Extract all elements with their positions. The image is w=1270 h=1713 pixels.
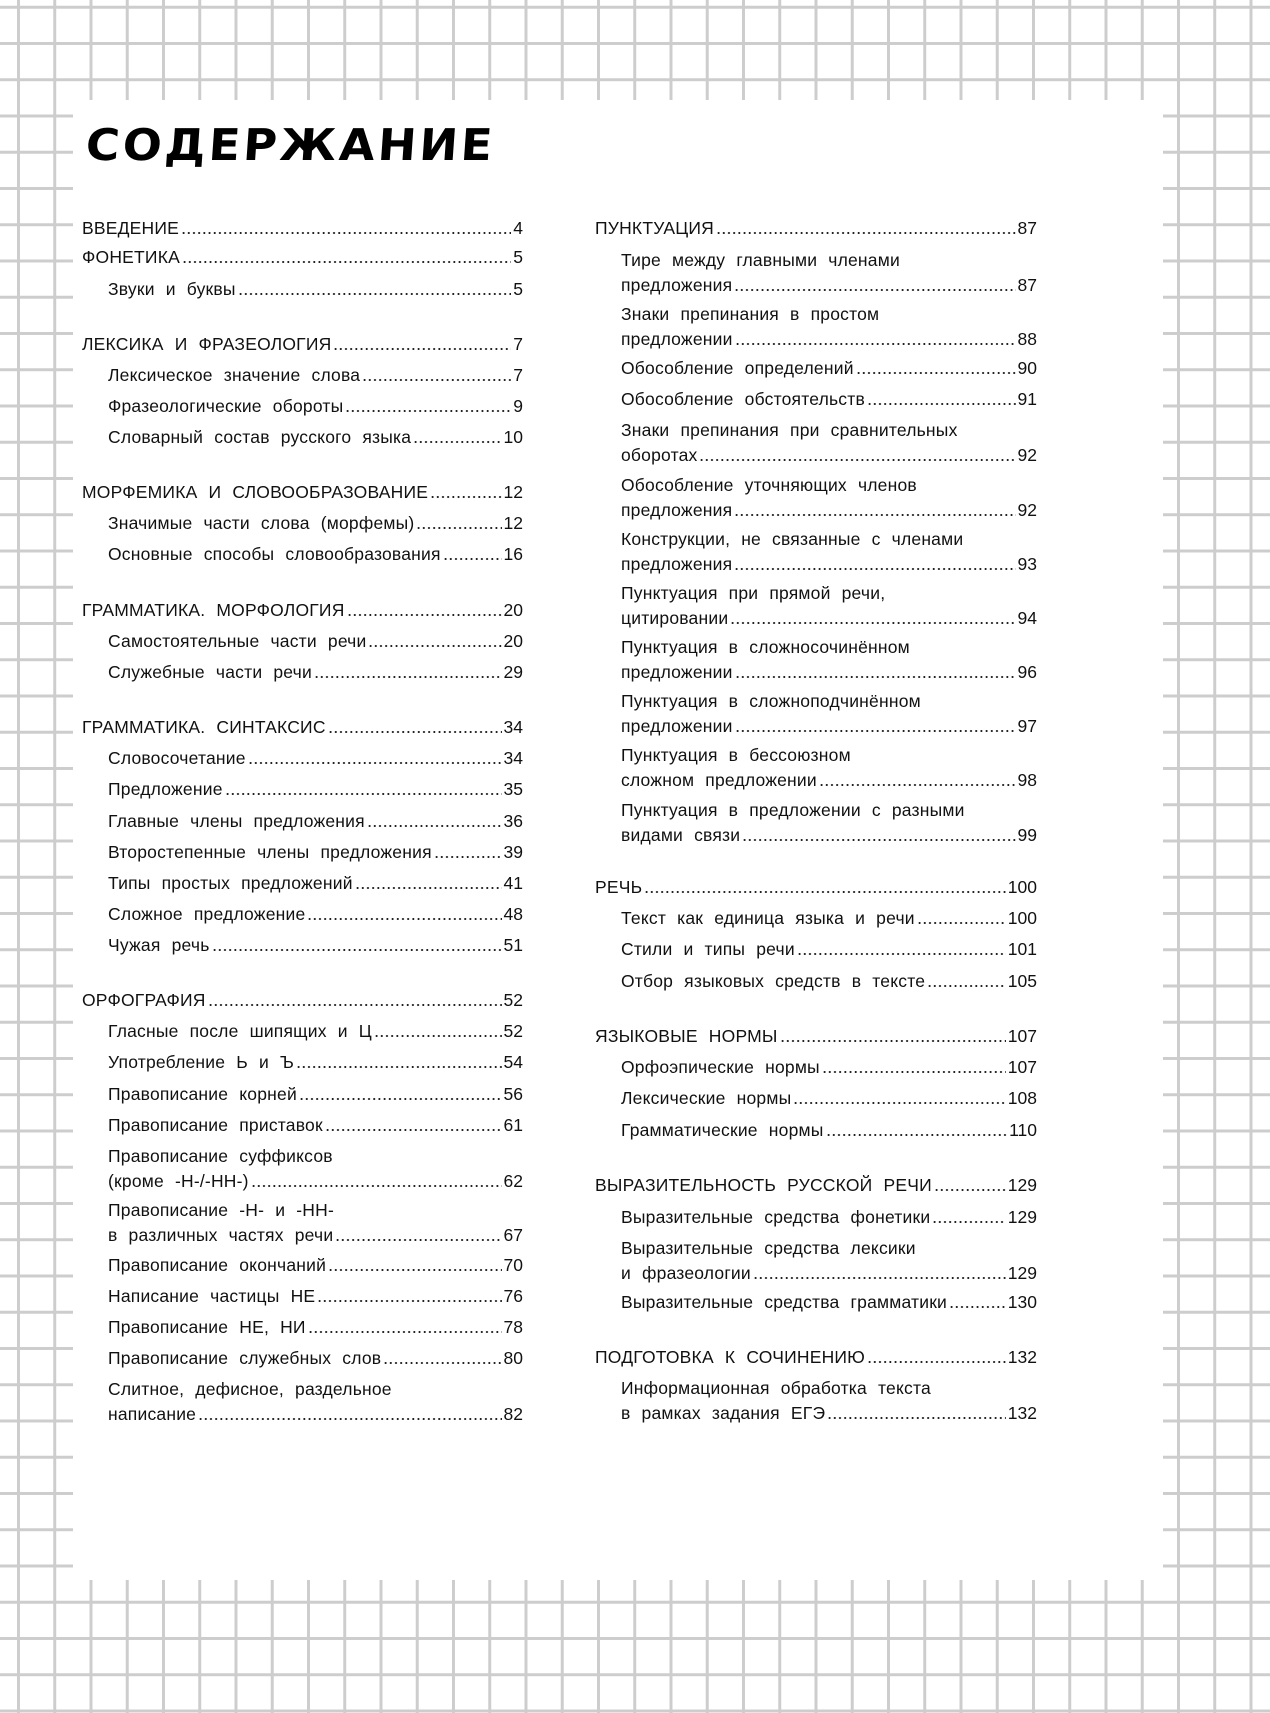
toc-label: ОРФОГРАФИЯ (82, 990, 206, 1010)
leader-dots (383, 1361, 501, 1365)
toc-item[interactable] (108, 1019, 523, 1044)
toc-item[interactable] (108, 1315, 523, 1340)
toc-page-number: 110 (1009, 1120, 1037, 1140)
leader-dots (932, 1220, 1005, 1224)
toc-item[interactable] (108, 777, 523, 802)
toc-item[interactable] (621, 387, 1037, 412)
toc-page-number: 98 (1017, 770, 1037, 790)
toc-label-line1: Выразительные средства лексики (621, 1238, 916, 1258)
toc-page-number: 9 (513, 396, 523, 416)
toc-page-number: 87 (1017, 218, 1037, 238)
toc-page-number: 129 (1007, 1207, 1037, 1227)
toc-label-line1: Правописание -Н- и -НН- (108, 1200, 334, 1220)
toc-item[interactable] (108, 746, 523, 771)
toc-page-number: 90 (1017, 358, 1037, 378)
leader-dots (416, 526, 501, 530)
toc-page-number: 61 (503, 1115, 523, 1135)
toc-label: в различных частях речи (108, 1225, 334, 1245)
toc-item[interactable] (108, 363, 523, 388)
toc-page-number: 129 (1007, 1175, 1037, 1195)
toc-page-number: 12 (503, 513, 523, 533)
toc-item-multiline[interactable] (621, 302, 1037, 352)
leader-dots (248, 761, 502, 765)
toc-label-line1: Информационная обработка текста (621, 1378, 931, 1398)
leader-dots (367, 824, 502, 828)
toc-page-number: 94 (1017, 608, 1037, 628)
toc-label: Правописание корней (108, 1084, 297, 1104)
leader-dots (181, 231, 511, 235)
toc-page-number: 39 (503, 842, 523, 862)
toc-item[interactable] (621, 906, 1037, 931)
toc-section-syntax[interactable] (82, 715, 523, 740)
toc-label: ГРАММАТИКА. МОРФОЛОГИЯ (82, 600, 345, 620)
leader-dots (296, 1065, 501, 1069)
toc-item[interactable] (108, 1284, 523, 1309)
leader-dots (644, 890, 1006, 894)
leader-dots (819, 783, 1016, 787)
toc-item-multiline[interactable] (108, 1198, 523, 1248)
toc-item-multiline[interactable] (108, 1144, 523, 1194)
toc-label: Употребление Ь и Ъ (108, 1052, 295, 1072)
toc-label-line1: Пунктуация в бессоюзном (621, 745, 851, 765)
toc-label-line1: Пунктуация в сложноподчинённом (621, 691, 921, 711)
leader-dots (734, 567, 1015, 571)
toc-label: ФОНЕТИКА (82, 247, 180, 267)
leader-dots (826, 1133, 1008, 1137)
leader-dots (345, 409, 511, 413)
toc-page-number: 96 (1017, 662, 1037, 682)
toc-page-number: 76 (503, 1286, 523, 1306)
leader-dots (699, 458, 1015, 462)
toc-label: Фразеологические обороты (108, 396, 344, 416)
toc-page-number: 7 (513, 334, 523, 354)
toc-item[interactable] (108, 425, 523, 450)
leader-dots (434, 855, 502, 859)
toc-label: Обособление определений (621, 358, 854, 378)
toc-item[interactable] (108, 1050, 523, 1075)
toc-item[interactable] (108, 1253, 523, 1278)
toc-item-multiline[interactable] (621, 581, 1037, 631)
leader-dots (430, 495, 501, 499)
toc-page-number: 93 (1017, 554, 1037, 574)
toc-label: цитировании (621, 608, 729, 628)
toc-page-number: 5 (513, 279, 523, 299)
toc-label: ПОДГОТОВКА К СОЧИНЕНИЮ (595, 1347, 866, 1367)
toc-page-number: 51 (503, 935, 523, 955)
leader-dots (347, 613, 502, 617)
toc-page-number: 48 (503, 904, 523, 924)
toc-label: Главные члены предложения (108, 811, 365, 831)
toc-label: Чужая речь (108, 935, 210, 955)
toc-label: написание (108, 1404, 197, 1424)
toc-page-number: 78 (503, 1317, 523, 1337)
toc-item-multiline[interactable] (621, 1376, 1037, 1426)
leader-dots (934, 1188, 1006, 1192)
toc-item[interactable] (621, 969, 1037, 994)
toc-label: Второстепенные члены предложения (108, 842, 432, 862)
toc-item[interactable] (108, 1113, 523, 1138)
toc-item-multiline[interactable] (621, 635, 1037, 685)
toc-item-multiline[interactable] (621, 473, 1037, 523)
toc-page-number: 29 (503, 662, 523, 682)
toc-item[interactable] (621, 1086, 1037, 1111)
toc-label: сложном предложении (621, 770, 817, 790)
toc-page-number: 36 (503, 811, 523, 831)
toc-label: и фразеологии (621, 1263, 751, 1283)
toc-item[interactable] (108, 840, 523, 865)
toc-item[interactable] (621, 1118, 1037, 1143)
toc-page-number: 34 (503, 748, 523, 768)
toc-item-multiline[interactable] (621, 743, 1037, 793)
toc-label-line1: Знаки препинания при сравнительных (621, 420, 958, 440)
toc-page-number: 88 (1017, 329, 1037, 349)
toc-page-number: 92 (1017, 500, 1037, 520)
toc-label: предложения (621, 500, 733, 520)
toc-item[interactable] (108, 1082, 523, 1107)
toc-item[interactable] (108, 629, 523, 654)
toc-item[interactable] (108, 933, 523, 958)
leader-dots (867, 1360, 1006, 1364)
toc-item-multiline[interactable] (621, 418, 1037, 468)
toc-label: Обособление обстоятельств (621, 389, 865, 409)
toc-page-number: 107 (1007, 1026, 1037, 1046)
leader-dots (333, 347, 511, 351)
toc-label: Выразительные средства фонетики (621, 1207, 931, 1227)
toc-item[interactable] (108, 660, 523, 685)
toc-page-number: 132 (1007, 1403, 1037, 1423)
leader-dots (753, 1276, 1006, 1280)
toc-label: Правописание НЕ, НИ (108, 1317, 306, 1337)
toc-label: РЕЧЬ (595, 877, 643, 897)
toc-page-number: 10 (503, 427, 523, 447)
toc-label-line1: Пунктуация при прямой речи, (621, 583, 886, 603)
toc-page-number: 41 (503, 873, 523, 893)
toc-label: Служебные части речи (108, 662, 312, 682)
toc-label-line1: Правописание суффиксов (108, 1146, 333, 1166)
toc-page-number: 70 (503, 1255, 523, 1275)
toc-section-introduction[interactable] (82, 216, 523, 241)
toc-page-number: 4 (513, 218, 523, 238)
toc-section-speech[interactable] (595, 875, 1037, 900)
toc-page-number: 20 (503, 600, 523, 620)
toc-label: ВВЕДЕНИЕ (82, 218, 180, 238)
toc-page-number: 16 (503, 544, 523, 564)
leader-dots (317, 1299, 501, 1303)
toc-label-line1: Конструкции, не связанные с членами (621, 529, 964, 549)
toc-section-orthography[interactable] (82, 988, 523, 1013)
leader-dots (308, 1330, 502, 1334)
toc-item[interactable] (621, 1055, 1037, 1080)
toc-label: Значимые части слова (морфемы) (108, 513, 415, 533)
toc-page-number: 7 (513, 365, 523, 385)
toc-page-number: 5 (513, 247, 523, 267)
toc-label: (кроме -Н-/-НН-) (108, 1171, 249, 1191)
toc-page-number: 107 (1007, 1057, 1037, 1077)
toc-page-number: 91 (1017, 389, 1037, 409)
toc-item[interactable] (108, 394, 523, 419)
leader-dots (225, 792, 502, 796)
toc-label: Грамматические нормы (621, 1120, 824, 1140)
toc-label: Правописание служебных слов (108, 1348, 382, 1368)
toc-section-morphemics[interactable] (82, 480, 523, 505)
page-title: СОДЕРЖАНИЕ (84, 119, 498, 171)
toc-section-expressiveness[interactable] (595, 1173, 1037, 1198)
toc-item[interactable] (108, 277, 523, 302)
leader-dots (856, 371, 1016, 375)
leader-dots (735, 729, 1016, 733)
toc-label: в рамках задания ЕГЭ (621, 1403, 826, 1423)
toc-page-number: 108 (1007, 1088, 1037, 1108)
toc-label: предложении (621, 662, 733, 682)
toc-section-phonetics[interactable] (82, 245, 523, 270)
toc-label: Звуки и буквы (108, 279, 236, 299)
toc-label: предложении (621, 329, 733, 349)
toc-page-number: 12 (503, 482, 523, 502)
leader-dots (734, 513, 1015, 517)
leader-dots (822, 1070, 1006, 1074)
leader-dots (735, 342, 1016, 346)
toc-label: ЯЗЫКОВЫЕ НОРМЫ (595, 1026, 778, 1046)
leader-dots (299, 1097, 502, 1101)
toc-label: Выразительные средства грамматики (621, 1292, 948, 1312)
toc-item-multiline[interactable] (108, 1377, 523, 1427)
leader-dots (307, 917, 501, 921)
toc-page-number: 34 (503, 717, 523, 737)
toc-item[interactable] (621, 1205, 1037, 1230)
leader-dots (734, 288, 1015, 292)
toc-item[interactable] (108, 542, 523, 567)
toc-label: Сложное предложение (108, 904, 306, 924)
leader-dots (374, 1034, 502, 1038)
leader-dots (413, 440, 501, 444)
toc-label: Гласные после шипящих и Ц (108, 1021, 372, 1041)
toc-label: Орфоэпические нормы (621, 1057, 820, 1077)
toc-page-number: 130 (1007, 1292, 1037, 1312)
toc-label: Написание частицы НЕ (108, 1286, 316, 1306)
toc-label: Основные способы словообразования (108, 544, 441, 564)
toc-label-line1: Тире между главными членами (621, 250, 900, 270)
toc-label: Лексические нормы (621, 1088, 792, 1108)
toc-item-multiline[interactable] (621, 689, 1037, 739)
toc-item[interactable] (108, 902, 523, 927)
leader-dots (238, 292, 511, 296)
leader-dots (797, 952, 1006, 956)
leader-dots (198, 1417, 501, 1421)
toc-page-number: 101 (1007, 939, 1037, 959)
toc-page-number: 105 (1007, 971, 1037, 991)
leader-dots (793, 1101, 1005, 1105)
toc-label: Предложение (108, 779, 223, 799)
toc-label: ВЫРАЗИТЕЛЬНОСТЬ РУССКОЙ РЕЧИ (595, 1175, 932, 1195)
toc-label-line1: Знаки препинания в простом (621, 304, 880, 324)
toc-page-number: 100 (1007, 877, 1037, 897)
leader-dots (314, 675, 502, 679)
leader-dots (716, 231, 1016, 235)
leader-dots (368, 644, 501, 648)
toc-label: МОРФЕМИКА И СЛОВООБРАЗОВАНИЕ (82, 482, 429, 502)
toc-label: оборотах (621, 445, 698, 465)
toc-label: Словосочетание (108, 748, 246, 768)
toc-item[interactable] (621, 937, 1037, 962)
toc-page-number: 99 (1017, 825, 1037, 845)
leader-dots (182, 260, 511, 264)
toc-section-language-norms[interactable] (595, 1024, 1037, 1049)
toc-label-line1: Слитное, дефисное, раздельное (108, 1379, 392, 1399)
leader-dots (212, 948, 502, 952)
toc-label: Отбор языковых средств в тексте (621, 971, 926, 991)
leader-dots (917, 921, 1006, 925)
toc-item-multiline[interactable] (621, 1236, 1037, 1286)
toc-label-line1: Пунктуация в предложении с разными (621, 800, 965, 820)
toc-item[interactable] (621, 356, 1037, 381)
toc-item[interactable] (108, 809, 523, 834)
leader-dots (328, 730, 502, 734)
toc-label: предложении (621, 716, 733, 736)
toc-item-multiline[interactable] (621, 798, 1037, 848)
toc-label: Типы простых предложений (108, 873, 353, 893)
toc-page-number: 82 (503, 1404, 523, 1424)
toc-page-number: 52 (503, 990, 523, 1010)
leader-dots (335, 1238, 501, 1242)
leader-dots (208, 1003, 502, 1007)
leader-dots (328, 1268, 501, 1272)
toc-label: ПУНКТУАЦИЯ (595, 218, 714, 238)
toc-label: ЛЕКСИКА И ФРАЗЕОЛОГИЯ (82, 334, 332, 354)
toc-label: Правописание окончаний (108, 1255, 327, 1275)
toc-label: Стили и типы речи (621, 939, 795, 959)
toc-page-number: 56 (503, 1084, 523, 1104)
toc-label: видами связи (621, 825, 741, 845)
toc-item[interactable] (108, 1346, 523, 1371)
toc-item-multiline[interactable] (621, 527, 1037, 577)
toc-page-number: 52 (503, 1021, 523, 1041)
toc-item-multiline[interactable] (621, 248, 1037, 298)
toc-page-number: 92 (1017, 445, 1037, 465)
toc-section-lexicology[interactable] (82, 332, 523, 357)
toc-section-morphology[interactable] (82, 598, 523, 623)
leader-dots (949, 1305, 1006, 1309)
toc-page-number: 54 (503, 1052, 523, 1072)
leader-dots (927, 984, 1006, 988)
toc-label: Текст как единица языка и речи (621, 908, 915, 928)
toc-item[interactable] (621, 1290, 1037, 1315)
toc-label-line1: Обособление уточняющих членов (621, 475, 917, 495)
leader-dots (362, 378, 511, 382)
leader-dots (780, 1039, 1006, 1043)
toc-label: предложения (621, 554, 733, 574)
toc-page-number: 97 (1017, 716, 1037, 736)
leader-dots (735, 675, 1016, 679)
toc-item[interactable] (108, 511, 523, 536)
leader-dots (251, 1184, 502, 1188)
toc-page-number: 129 (1007, 1263, 1037, 1283)
toc-label: Словарный состав русского языка (108, 427, 412, 447)
toc-page-number: 20 (503, 631, 523, 651)
toc-label-line1: Пунктуация в сложносочинённом (621, 637, 910, 657)
leader-dots (443, 557, 502, 561)
toc-section-punctuation[interactable] (595, 216, 1037, 241)
toc-label: Лексическое значение слова (108, 365, 361, 385)
toc-page-number: 67 (503, 1225, 523, 1245)
toc-page-number: 62 (503, 1171, 523, 1191)
toc-label: предложения (621, 275, 733, 295)
toc-page-number: 87 (1017, 275, 1037, 295)
toc-page-number: 80 (503, 1348, 523, 1368)
leader-dots (742, 838, 1015, 842)
leader-dots (827, 1416, 1006, 1420)
toc-label: Самостоятельные части речи (108, 631, 367, 651)
toc-label: Правописание приставок (108, 1115, 323, 1135)
leader-dots (355, 886, 502, 890)
toc-item[interactable] (108, 871, 523, 896)
leader-dots (730, 621, 1015, 625)
toc-page-number: 132 (1007, 1347, 1037, 1367)
toc-label: ГРАММАТИКА. СИНТАКСИС (82, 717, 326, 737)
toc-page-number: 35 (503, 779, 523, 799)
leader-dots (325, 1128, 502, 1132)
leader-dots (867, 402, 1016, 406)
toc-page-number: 100 (1007, 908, 1037, 928)
toc-section-essay-prep[interactable] (595, 1345, 1037, 1370)
